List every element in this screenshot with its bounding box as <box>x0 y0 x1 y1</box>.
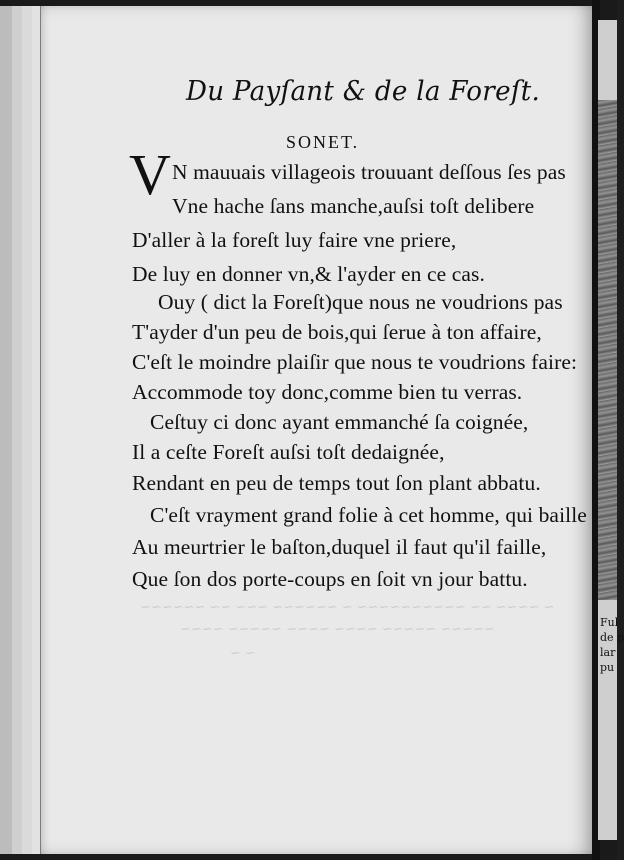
verse-line: N mauuais villageois trouuant deſſous ſes pas <box>172 160 566 184</box>
show-through-decoration: ~ ~~~~ ~~ ~~~~~~~~~~ ~ ~~~~~~ ~~~ ~~ ~~~~~~ <box>140 600 555 615</box>
verse-line: T'ayder d'un peu de bois,qui ſerue à ton affaire, <box>132 320 542 344</box>
verse-line: Vne hache ſans manche,auſsi toſt delibere <box>172 194 535 218</box>
verse-line: C'eſt le moindre plaiſir que nous te voudrions faire: <box>132 350 578 374</box>
adjacent-page <box>598 20 624 840</box>
verse-line: Que ſon dos porte-coups en ſoit vn jour battu. <box>132 567 528 591</box>
verse-line: C'eſt vrayment grand folie à cet homme, qui baille <box>150 503 587 527</box>
adjacent-page-illustration <box>598 100 617 600</box>
verse-line: D'aller à la foreſt luy faire vne priere, <box>132 228 457 252</box>
sonnet-heading: SONET. <box>286 132 360 152</box>
show-through-decoration: ~~~~~ ~~~~~ ~~~~ ~~~~ ~~~~~ ~~~~ <box>180 622 495 637</box>
verse-line: Accommode toy donc,comme bien tu verras. <box>132 380 523 404</box>
running-title: Du Payſant & de la Foreſt. <box>186 76 541 107</box>
drop-cap: V <box>129 142 171 207</box>
verse-line: Il a ceſte Foreſt auſsi toſt dedaignée, <box>132 440 445 464</box>
verse-line: Ouy ( dict la Foreſt)que nous ne voudrions pas <box>158 290 563 314</box>
adjacent-page-text: Ful de p lar pu <box>600 616 624 674</box>
verse-line: Rendant en peu de temps tout ſon plant abbatu. <box>132 471 541 495</box>
verse-line: Ceſtuy ci donc ayant emmanché ſa coignée, <box>150 410 529 434</box>
verse-line: De luy en donner vn,& l'ayder en ce cas. <box>132 262 485 286</box>
verse-line: Au meurtrier le baſton,duquel il faut qu'il faille, <box>132 535 547 559</box>
show-through-decoration: ~ ~ <box>230 646 256 661</box>
